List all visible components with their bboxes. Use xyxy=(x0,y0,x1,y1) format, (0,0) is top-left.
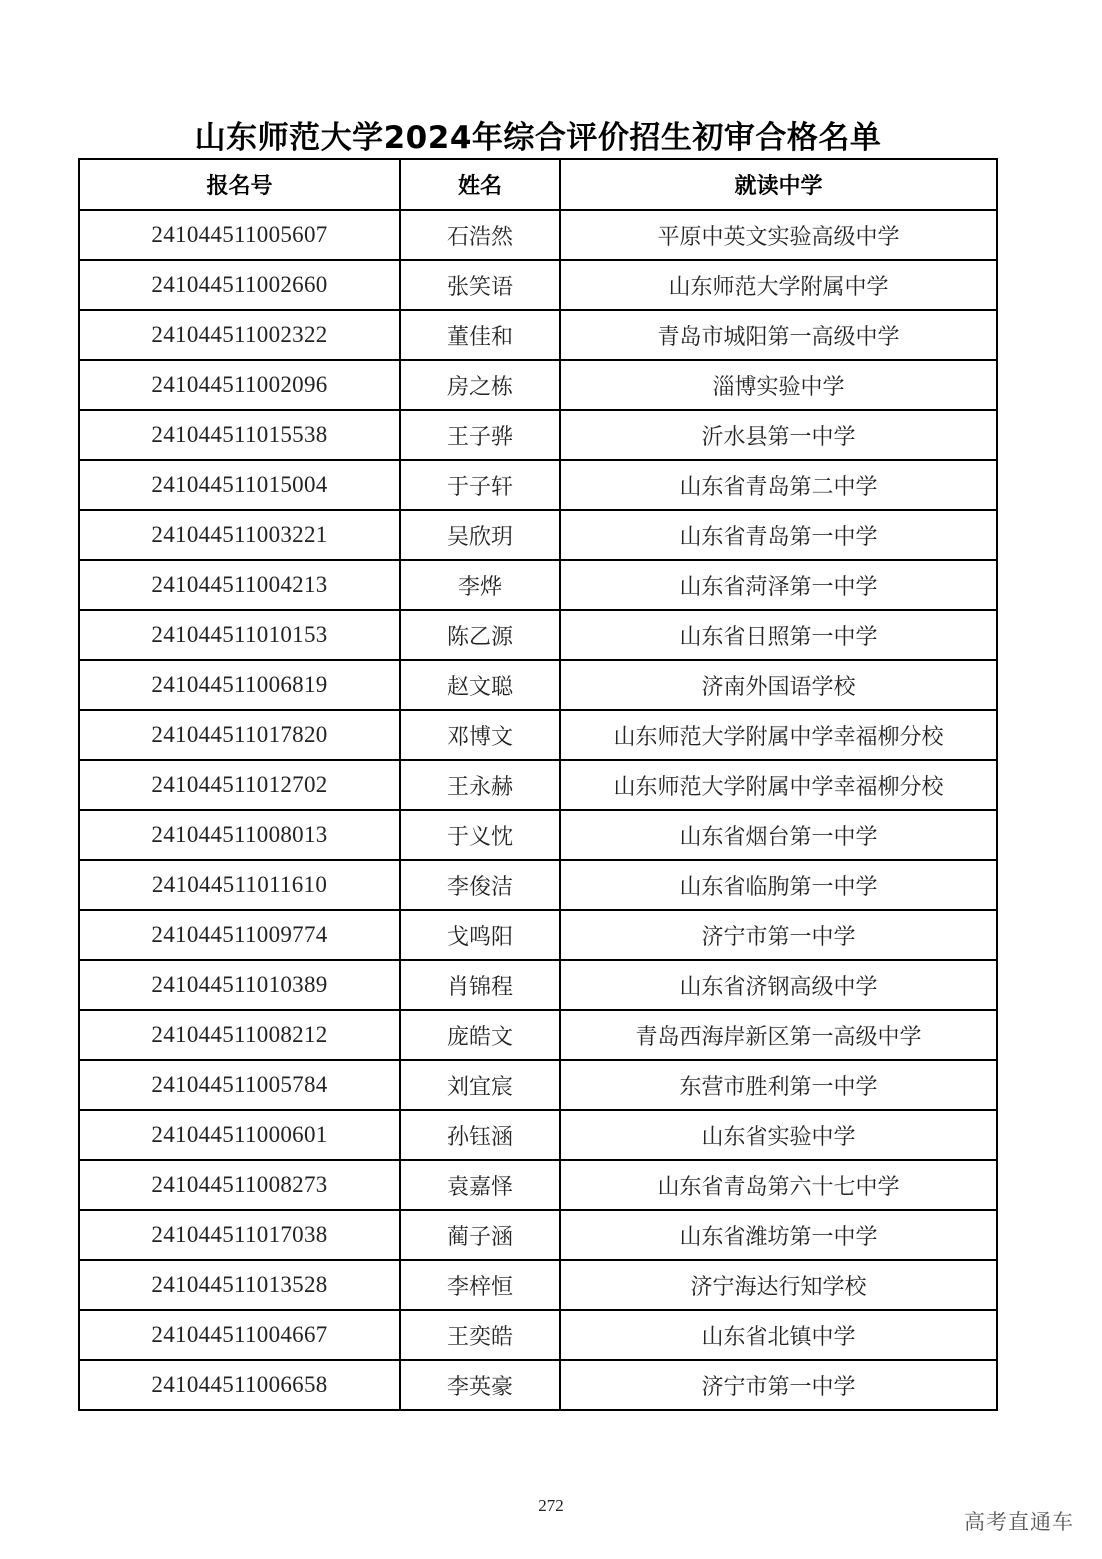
cell-name: 邓博文 xyxy=(400,710,560,760)
table-row xyxy=(79,960,997,1010)
cell-registration-number: 241044511006819 xyxy=(79,660,400,710)
table-row xyxy=(79,1260,997,1310)
cell-school: 济南外国语学校 xyxy=(560,660,997,710)
cell-name: 李梓恒 xyxy=(400,1260,560,1310)
cell-name: 房之栋 xyxy=(400,360,560,410)
table-row xyxy=(79,1010,997,1060)
cell-school: 济宁市第一中学 xyxy=(560,1360,997,1410)
cell-school: 山东省北镇中学 xyxy=(560,1310,997,1360)
table-row xyxy=(79,1110,997,1160)
cell-school: 青岛市城阳第一高级中学 xyxy=(560,310,997,360)
table-row xyxy=(79,1160,997,1210)
cell-name: 赵文聪 xyxy=(400,660,560,710)
column-header-name: 姓名 xyxy=(400,159,560,210)
cell-name: 董佳和 xyxy=(400,310,560,360)
document-title: 山东师范大学2024年综合评价招生初审合格名单 xyxy=(194,120,882,156)
cell-school: 山东省临朐第一中学 xyxy=(560,860,997,910)
cell-name: 肖锦程 xyxy=(400,960,560,1010)
cell-registration-number: 241044511004213 xyxy=(79,560,400,610)
watermark: 高考直通车 xyxy=(964,1510,1074,1534)
cell-registration-number: 241044511017038 xyxy=(79,1210,400,1260)
cell-school: 济宁海达行知学校 xyxy=(560,1260,997,1310)
cell-registration-number: 241044511015004 xyxy=(79,460,400,510)
table-row xyxy=(79,860,997,910)
cell-name: 王永赫 xyxy=(400,760,560,810)
cell-registration-number: 241044511012702 xyxy=(79,760,400,810)
cell-registration-number: 241044511017820 xyxy=(79,710,400,760)
cell-name: 王子骅 xyxy=(400,410,560,460)
table-row xyxy=(79,1360,997,1410)
cell-school: 山东师范大学附属中学幸福柳分校 xyxy=(560,760,997,810)
cell-name: 李俊洁 xyxy=(400,860,560,910)
table-row xyxy=(79,510,997,560)
cell-school: 山东省青岛第六十七中学 xyxy=(560,1160,997,1210)
cell-school: 山东省菏泽第一中学 xyxy=(560,560,997,610)
table-row xyxy=(79,410,997,460)
cell-registration-number: 241044511008013 xyxy=(79,810,400,860)
cell-school: 山东省日照第一中学 xyxy=(560,610,997,660)
table-row xyxy=(79,910,997,960)
table-row xyxy=(79,310,997,360)
table-row xyxy=(79,560,997,610)
table-header-row xyxy=(79,159,997,210)
cell-name: 陈乙源 xyxy=(400,610,560,660)
column-header-registration-number: 报名号 xyxy=(79,159,400,210)
table-row xyxy=(79,260,997,310)
cell-registration-number: 241044511003221 xyxy=(79,510,400,560)
cell-registration-number: 241044511009774 xyxy=(79,910,400,960)
table-row xyxy=(79,360,997,410)
cell-registration-number: 241044511008212 xyxy=(79,1010,400,1060)
cell-school: 青岛西海岸新区第一高级中学 xyxy=(560,1010,997,1060)
cell-name: 李英豪 xyxy=(400,1360,560,1410)
cell-school: 山东省烟台第一中学 xyxy=(560,810,997,860)
cell-name: 石浩然 xyxy=(400,210,560,260)
table-row xyxy=(79,710,997,760)
cell-registration-number: 241044511000601 xyxy=(79,1110,400,1160)
cell-registration-number: 241044511010389 xyxy=(79,960,400,1010)
cell-name: 张笑语 xyxy=(400,260,560,310)
cell-school: 山东省潍坊第一中学 xyxy=(560,1210,997,1260)
cell-registration-number: 241044511005784 xyxy=(79,1060,400,1110)
cell-registration-number: 241044511015538 xyxy=(79,410,400,460)
table-row xyxy=(79,760,997,810)
table-row xyxy=(79,810,997,860)
table-row xyxy=(79,1060,997,1110)
cell-school: 平原中英文实验高级中学 xyxy=(560,210,997,260)
column-header-school: 就读中学 xyxy=(560,159,997,210)
cell-name: 戈鸣阳 xyxy=(400,910,560,960)
cell-name: 李烨 xyxy=(400,560,560,610)
cell-registration-number: 241044511002096 xyxy=(79,360,400,410)
cell-name: 吴欣玥 xyxy=(400,510,560,560)
cell-name: 王奕皓 xyxy=(400,1310,560,1360)
table-row xyxy=(79,1210,997,1260)
cell-school: 山东省济钢高级中学 xyxy=(560,960,997,1010)
cell-school: 山东省青岛第一中学 xyxy=(560,510,997,560)
cell-school: 东营市胜利第一中学 xyxy=(560,1060,997,1110)
cell-name: 蔺子涵 xyxy=(400,1210,560,1260)
cell-name: 于子轩 xyxy=(400,460,560,510)
cell-registration-number: 241044511011610 xyxy=(79,860,400,910)
page-number: 272 xyxy=(538,1496,564,1515)
cell-name: 袁嘉怿 xyxy=(400,1160,560,1210)
table-row xyxy=(79,610,997,660)
cell-registration-number: 241044511002660 xyxy=(79,260,400,310)
cell-school: 山东省青岛第二中学 xyxy=(560,460,997,510)
cell-registration-number: 241044511004667 xyxy=(79,1310,400,1360)
table-row xyxy=(79,660,997,710)
cell-school: 山东省实验中学 xyxy=(560,1110,997,1160)
admission-list-table xyxy=(78,158,998,1411)
table-row xyxy=(79,210,997,260)
cell-school: 山东师范大学附属中学 xyxy=(560,260,997,310)
table-row xyxy=(79,1310,997,1360)
cell-name: 孙钰涵 xyxy=(400,1110,560,1160)
cell-name: 庞皓文 xyxy=(400,1010,560,1060)
cell-registration-number: 241044511008273 xyxy=(79,1160,400,1210)
cell-registration-number: 241044511006658 xyxy=(79,1360,400,1410)
cell-school: 沂水县第一中学 xyxy=(560,410,997,460)
cell-name: 刘宜宸 xyxy=(400,1060,560,1110)
cell-school: 济宁市第一中学 xyxy=(560,910,997,960)
cell-name: 于义忱 xyxy=(400,810,560,860)
cell-registration-number: 241044511013528 xyxy=(79,1260,400,1310)
cell-registration-number: 241044511005607 xyxy=(79,210,400,260)
table-body xyxy=(79,210,997,1410)
table-row xyxy=(79,460,997,510)
cell-school: 山东师范大学附属中学幸福柳分校 xyxy=(560,710,997,760)
cell-registration-number: 241044511010153 xyxy=(79,610,400,660)
cell-registration-number: 241044511002322 xyxy=(79,310,400,360)
cell-school: 淄博实验中学 xyxy=(560,360,997,410)
